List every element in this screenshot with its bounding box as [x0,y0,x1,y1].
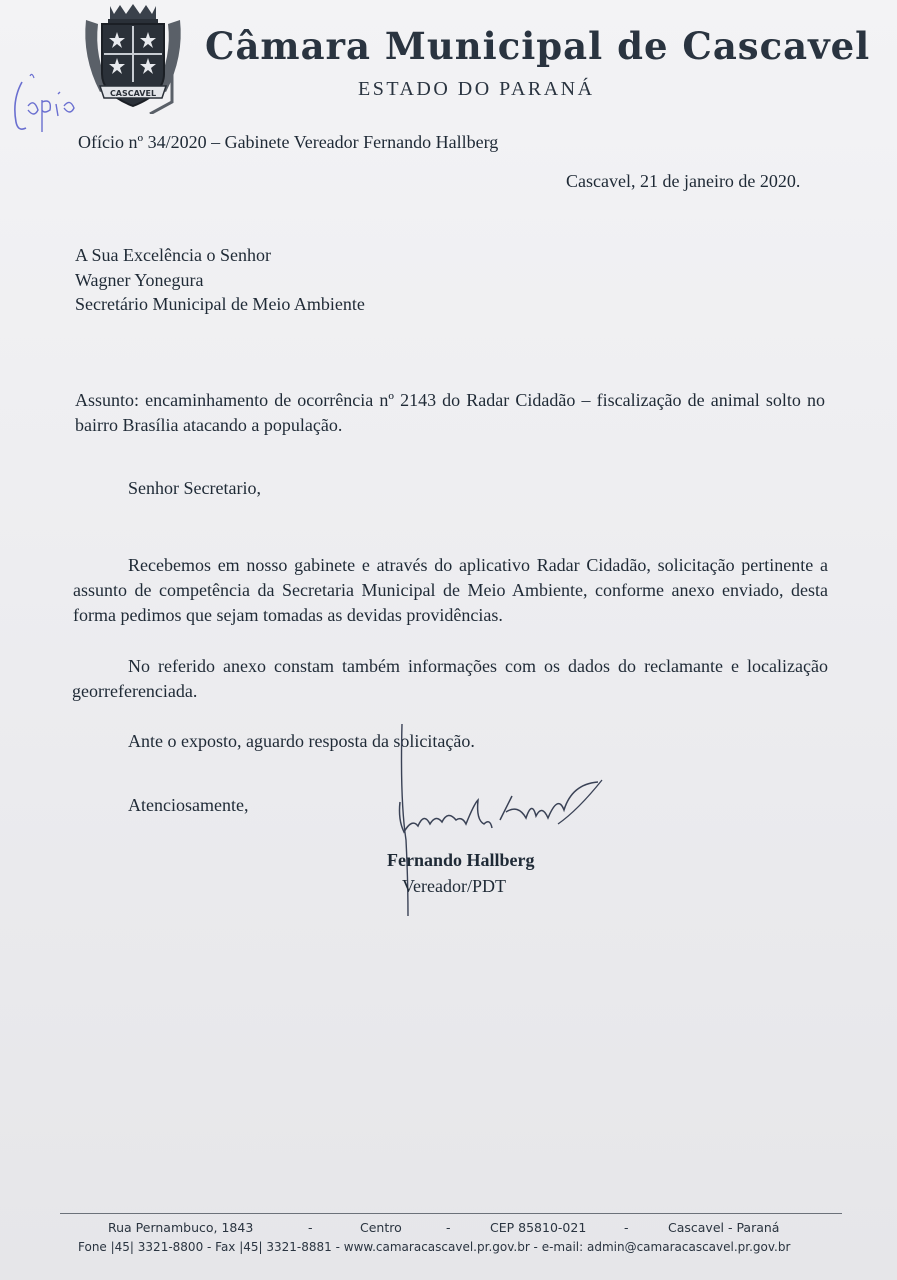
footer-street: Rua Pernambuco, 1843 [108,1220,254,1235]
letter-subject: Assunto: encaminhamento de ocorrência nº 2143 do Radar Cidadão – fiscalização de animal solto no bairro Brasília atacando a população. [75,390,825,435]
letter-reference: Ofício nº 34/2020 – Gabinete Vereador Fernando Hallberg [78,132,499,152]
recipient-block [75,243,365,317]
org-name: Câmara Municipal de Cascavel [205,24,871,68]
letter-paragraph-2: No referido anexo constam também informações com os dados do reclamante e localização georreferenciada. [72,656,828,701]
recipient-line-1: A Sua Excelência o Senhor [75,245,271,265]
letter-paragraph-3: Ante o exposto, aguardo resposta da solicitação. [128,731,475,751]
footer-city: Cascavel - Paraná [668,1220,780,1235]
signer-name: Fernando Hallberg [387,850,535,870]
footer-divider [60,1213,842,1214]
letter-date: Cascavel, 21 de janeiro de 2020. [566,171,801,191]
footer-separator: - [446,1220,451,1235]
footer-district: Centro [360,1220,402,1235]
signer-role: Vereador/PDT [402,876,506,896]
recipient-name: Wagner Yonegura [75,269,204,290]
handwritten-margin-note [8,70,88,150]
letter-closing: Atenciosamente, [128,795,249,815]
footer-contact-line: Fone |45| 3321-8800 - Fax |45| 3321-8881 - www.camaracascavel.pr.gov.br - e-mail: admin@camaracascavel.pr.gov.br [78,1240,791,1254]
municipal-crest-icon [80,2,186,114]
org-state: ESTADO DO PARANÁ [358,78,595,100]
letter-salutation: Senhor Secretario, [128,478,261,498]
crest-banner-label: CASCAVEL [109,89,157,98]
footer-cep: CEP 85810-021 [490,1220,587,1235]
recipient-title: Secretário Municipal de Meio Ambiente [75,294,365,314]
letter-paragraph-1: Recebemos em nosso gabinete e através do aplicativo Radar Cidadão, solicitação pertinente a assunto de competência da Secretaria Municipal de Meio Ambiente, conforme anexo enviado, desta forma pedimos que sejam tomadas as devidas providências. [73,555,828,625]
footer-separator: - [624,1220,629,1235]
footer-separator: - [308,1220,313,1235]
handwritten-signature [378,720,608,930]
